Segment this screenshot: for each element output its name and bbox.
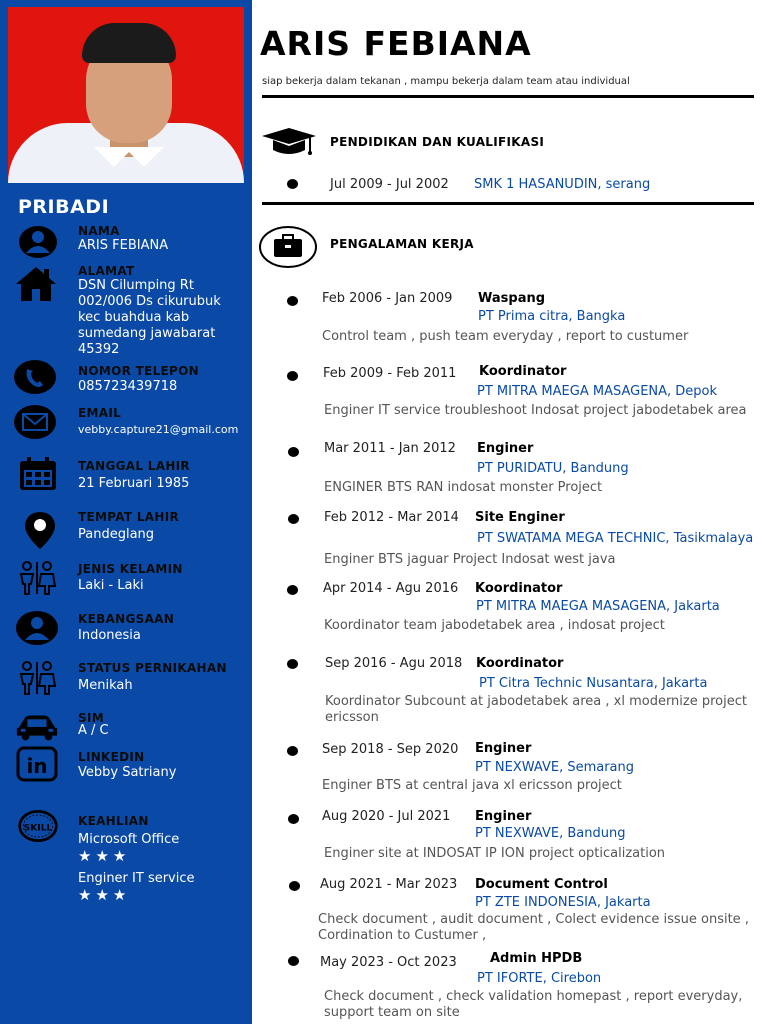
svg-text:SKILL: SKILL xyxy=(23,822,53,834)
sidebar-title: PRIBADI xyxy=(18,196,110,218)
marital-status-label: STATUS PERNIKAHAN xyxy=(78,661,227,675)
job-company: PT Prima citra, Bangka xyxy=(478,309,626,324)
divider xyxy=(262,202,754,205)
phone-value: 085723439718 xyxy=(78,379,178,394)
tagline: siap bekerja dalam tekanan , mampu bekerja dalam team atau individual xyxy=(262,76,630,87)
job-date: Aug 2020 - Jul 2021 xyxy=(322,809,451,824)
education-school: SMK 1 HASANUDIN, serang xyxy=(474,177,651,192)
job-entry xyxy=(252,364,768,424)
graduation-cap-icon xyxy=(260,126,318,164)
job-entry xyxy=(252,510,768,570)
job-date: Mar 2011 - Jan 2012 xyxy=(324,441,456,456)
birthdate-label: TANGGAL LAHIR xyxy=(78,459,190,473)
gender-value: Laki - Laki xyxy=(78,578,144,593)
linkedin-icon xyxy=(15,744,59,784)
timeline-bullet xyxy=(287,371,298,381)
job-description: Check document , audit document , Colect evidence issue onsite , Cordination to Custumer , xyxy=(318,912,749,943)
job-company: PT Citra Technic Nusantara, Jakarta xyxy=(479,676,708,691)
timeline-bullet xyxy=(288,447,299,457)
job-description: Check document , check validation homepast , report everyday, support team on site xyxy=(324,989,743,1020)
car-icon xyxy=(15,706,59,746)
job-company: PT ZTE INDONESIA, Jakarta xyxy=(475,895,651,910)
job-entry xyxy=(252,950,768,1020)
couple-icon xyxy=(15,658,59,698)
calendar-icon xyxy=(16,454,60,494)
job-role: Enginer xyxy=(475,809,532,824)
job-role: Koordinator xyxy=(475,581,563,596)
job-role: Site Enginer xyxy=(475,510,565,525)
gender-label: JENIS KELAMIN xyxy=(78,562,183,576)
person-icon xyxy=(16,222,60,262)
job-description: Enginer BTS jaguar Project Indosat west java xyxy=(324,552,616,567)
svg-text:in: in xyxy=(26,754,48,778)
job-description: Koordinator team jabodetabek area , indosat project xyxy=(324,618,665,633)
job-entry xyxy=(252,440,768,500)
job-description: Enginer IT service troubleshoot Indosat project jabodetabek area xyxy=(324,403,747,418)
skill-name: Enginer IT service xyxy=(78,871,195,886)
timeline-bullet xyxy=(287,179,298,189)
name-value: ARIS FEBIANA xyxy=(78,238,169,253)
job-entry xyxy=(252,580,768,640)
nationality-value: Indonesia xyxy=(78,628,141,643)
name-label: NAMA xyxy=(78,224,120,238)
skill-badge-icon xyxy=(16,806,60,846)
job-entry xyxy=(252,741,768,801)
job-description: ENGINER BTS RAN indosat monster Project xyxy=(324,480,603,495)
house-icon xyxy=(14,264,58,304)
envelope-icon xyxy=(13,402,57,442)
skill-name: Microsoft Office xyxy=(78,832,180,847)
phone-label: NOMOR TELEPON xyxy=(78,364,199,378)
job-role: Waspang xyxy=(478,291,546,306)
job-role: Enginer xyxy=(477,441,534,456)
job-date: Sep 2018 - Sep 2020 xyxy=(322,742,459,757)
job-company: PT IFORTE, Cirebon xyxy=(477,971,602,986)
timeline-bullet xyxy=(287,659,298,669)
birthplace-label: TEMPAT LAHIR xyxy=(78,510,180,524)
job-company: PT SWATAMA MEGA TECHNIC, Tasikmalaya xyxy=(477,531,754,546)
timeline-bullet xyxy=(287,585,298,595)
job-date: Apr 2014 - Agu 2016 xyxy=(323,581,459,596)
job-entry xyxy=(252,656,768,725)
job-date: Feb 2009 - Feb 2011 xyxy=(323,366,457,381)
skill-rating-stars: ★★★ xyxy=(78,886,131,904)
linkedin-label: LINKEDIN xyxy=(78,750,145,764)
location-pin-icon xyxy=(18,510,62,550)
job-date: May 2023 - Oct 2023 xyxy=(320,955,457,970)
job-date: Aug 2021 - Mar 2023 xyxy=(320,877,458,892)
job-entry xyxy=(252,876,768,943)
license-value: A / C xyxy=(78,723,109,738)
email-label: EMAIL xyxy=(78,406,122,420)
job-company: PT NEXWAVE, Bandung xyxy=(475,826,626,841)
job-description: Koordinator Subcount at jabodetabek area , xl modernize project ericsson xyxy=(325,694,747,725)
page-title: ARIS FEBIANA xyxy=(260,24,532,63)
job-entry xyxy=(252,808,768,868)
experience-title: PENGALAMAN KERJA xyxy=(330,237,474,251)
job-company: PT MITRA MAEGA MASAGENA, Jakarta xyxy=(476,599,720,614)
job-role: Admin HPDB xyxy=(490,951,583,966)
skill-rating-stars: ★★★ xyxy=(78,847,131,865)
timeline-bullet xyxy=(288,956,299,966)
job-date: Feb 2006 - Jan 2009 xyxy=(322,291,453,306)
timeline-bullet xyxy=(287,746,298,756)
gender-icon xyxy=(15,558,59,598)
job-date: Feb 2012 - Mar 2014 xyxy=(324,510,459,525)
marital-status-value: Menikah xyxy=(78,678,133,693)
license-label: SIM xyxy=(78,711,104,725)
education-title: PENDIDIKAN DAN KUALIFIKASI xyxy=(330,135,545,149)
email-value[interactable]: vebby.capture21@gmail.com xyxy=(78,423,239,436)
job-date: Sep 2016 - Agu 2018 xyxy=(325,656,463,671)
sidebar xyxy=(0,0,252,1024)
job-company: PT MITRA MAEGA MASAGENA, Depok xyxy=(477,384,718,399)
birthplace-value: Pandeglang xyxy=(78,527,155,542)
divider xyxy=(262,95,754,98)
job-entry xyxy=(252,290,768,350)
job-role: Koordinator xyxy=(476,656,564,671)
timeline-bullet xyxy=(289,881,300,891)
job-role: Document Control xyxy=(475,877,608,892)
job-role: Koordinator xyxy=(479,364,567,379)
timeline-bullet xyxy=(288,514,299,524)
job-description: Enginer site at INDOSAT IP ION project opticalization xyxy=(324,846,666,861)
job-description: Control team , push team everyday , report to custumer xyxy=(322,329,689,344)
main-content xyxy=(252,0,768,1024)
address-value: DSN Cilumping Rt 002/006 Ds cikurubuk kec buahdua kab sumedang jawabarat 45392 xyxy=(78,278,221,357)
job-role: Enginer xyxy=(475,741,532,756)
job-company: PT NEXWAVE, Semarang xyxy=(475,760,635,775)
briefcase-icon xyxy=(258,225,318,273)
nationality-label: KEBANGSAAN xyxy=(78,612,175,626)
linkedin-value[interactable]: Vebby Satriany xyxy=(78,765,177,780)
job-company: PT PURIDATU, Bandung xyxy=(477,461,629,476)
timeline-bullet xyxy=(288,814,299,824)
birthdate-value: 21 Februari 1985 xyxy=(78,476,190,491)
phone-icon xyxy=(13,357,57,397)
profile-photo xyxy=(8,7,244,183)
job-description: Enginer BTS at central java xl ericsson project xyxy=(322,778,622,793)
timeline-bullet xyxy=(287,296,298,306)
address-label: ALAMAT xyxy=(78,264,135,278)
education-date: Jul 2009 - Jul 2002 xyxy=(330,177,449,192)
person-circle-icon xyxy=(15,608,59,648)
skills-label: KEAHLIAN xyxy=(78,814,149,828)
